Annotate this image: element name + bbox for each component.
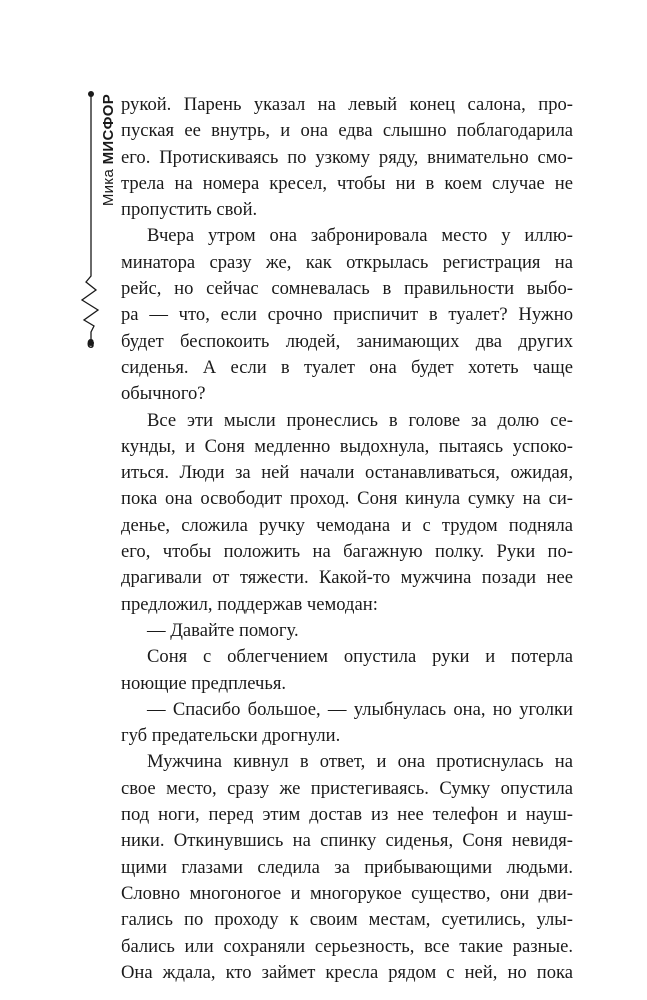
body-text <box>121 92 573 986</box>
text-line: губ предательски дрогнули. <box>121 725 341 747</box>
text-line: трела на номера кресел, чтобы ни в коем случае не <box>121 172 573 194</box>
text-line: свое место, сразу же пристегиваясь. Сумку опустила <box>121 777 573 799</box>
text-line: Соня с облегчением опустила руки и потерла <box>147 646 573 668</box>
text-line: сиденья. А если в туалет она будет хотеть чаще <box>121 356 573 378</box>
text-line: ра — что, если срочно приспичит в туалет? Нужно <box>121 304 573 326</box>
text-line: бались или сохраняли серьезность, все такие разные. <box>121 935 573 957</box>
text-line: гались по проходу к своим местам, суетились, улы- <box>121 909 573 931</box>
text-line: под ноги, перед этим достав из нее телефон и науш- <box>121 804 573 826</box>
text-line: иться. Люди за ней начали останавливаться, ожидая, <box>121 462 573 484</box>
text-line: рукой. Парень указал на левый конец салона, про- <box>121 94 573 115</box>
running-head <box>100 94 117 244</box>
text-line: будет беспокоить людей, занимающих два других <box>121 330 573 352</box>
text-line: щими глазами следила за прибывающими людьми. <box>121 856 573 878</box>
author-first-name: Мика <box>100 168 117 207</box>
text-line: пропустить свой. <box>121 199 258 221</box>
text-line: пока она освободит проход. Соня кинула сумку на си- <box>121 488 573 510</box>
text-line: драгивали от тяжести. Какой-то мужчина позади нее <box>121 567 573 589</box>
text-line: ноющие предплечья. <box>121 672 287 694</box>
text-line: — Спасибо большое, — улыбнулась она, но уголки <box>147 698 573 720</box>
text-line: кунды, и Соня медленно выдохнула, пытаясь успоко- <box>121 435 573 457</box>
text-line: минатора сразу же, как открылась регистрация на <box>121 251 573 273</box>
text-line: — Давайте помогу. <box>147 619 299 641</box>
page-number: 6 <box>87 336 95 351</box>
text-line: предложил, поддержав чемодан: <box>121 593 378 615</box>
text-line: денье, сложила ручку чемодана и с трудом подняла <box>121 514 573 536</box>
text-line: его, чтобы положить на багажную полку. Руки по- <box>121 541 573 563</box>
author-last-name: МИСФОР <box>100 94 117 165</box>
text-line: его. Протискиваясь по узкому ряду, внимательно смо- <box>121 146 573 168</box>
text-line: ники. Откинувшись на спинку сиденья, Соня невидя- <box>121 830 573 852</box>
text-line: Мужчина кивнул в ответ, и она протиснулась на <box>147 751 573 773</box>
text-line: обычного? <box>121 383 206 405</box>
text-line: Словно многоногое и многорукое существо, они дви- <box>121 882 573 904</box>
text-line: Все эти мысли пронеслись в голове за долю се- <box>147 409 573 431</box>
text-line: Она ждала, кто займет кресла рядом с ней, но пока <box>121 961 573 983</box>
text-line: пуская ее внутрь, и она едва слышно поблагодарила <box>121 120 573 142</box>
text-line: рейс, но сейчас сомневалась в правильности выбо- <box>121 278 573 300</box>
text-line: Вчера утром она забронировала место у иллю- <box>147 225 573 247</box>
